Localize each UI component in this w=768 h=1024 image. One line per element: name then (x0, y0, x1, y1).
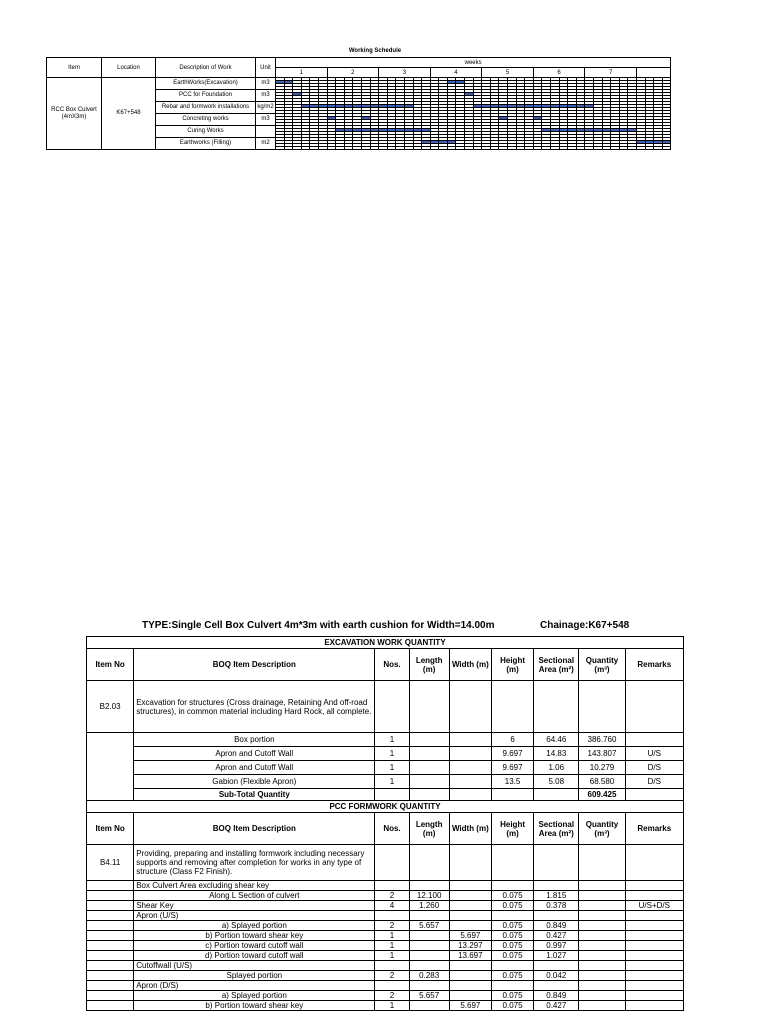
formwork-item-description: Providing, preparing and installing formwork including necessary supports and removing after completion for works in any type of structure (Class F2 Finish). (134, 845, 375, 881)
remarks-cell: D/S (625, 761, 683, 775)
width-cell (449, 747, 491, 761)
task-description: Curing Works (156, 126, 256, 138)
column-header: Sectional Area (m²) (534, 813, 579, 845)
height-cell (491, 911, 533, 921)
height-cell: 0.075 (491, 921, 533, 931)
schedule-cell (276, 147, 285, 150)
chainage-label: Chainage:K67+548 (540, 620, 630, 631)
item-no-spacer (87, 971, 134, 981)
schedule-cell (370, 147, 379, 150)
schedule-cell (284, 147, 293, 150)
schedule-cell (611, 147, 620, 150)
area-cell: 0.427 (534, 931, 579, 941)
header-description: Description of Work (156, 58, 256, 78)
nos-cell: 1 (375, 775, 409, 789)
task-unit: m2 (256, 138, 276, 150)
length-cell (409, 881, 449, 891)
schedule-cell (344, 147, 353, 150)
row-description: Box portion (134, 733, 375, 747)
height-cell: 6 (491, 733, 533, 747)
task-description: Rebar and formwork installations (156, 102, 256, 114)
column-header: Remarks (625, 649, 683, 681)
schedule-cell (293, 147, 302, 150)
width-cell: 13.297 (449, 941, 491, 951)
schedule-cell (430, 147, 439, 150)
quantity-cell (579, 931, 625, 941)
schedule-cell (482, 147, 491, 150)
schedule-cell (533, 147, 542, 150)
task-description: Concreting works (156, 114, 256, 126)
item-no-spacer (87, 961, 134, 971)
nos-cell: 2 (375, 891, 409, 901)
schedule-cell (585, 147, 594, 150)
nos-cell (375, 881, 409, 891)
height-cell: 0.075 (491, 931, 533, 941)
nos-cell: 2 (375, 991, 409, 1001)
height-cell (491, 961, 533, 971)
week-number: 6 (533, 68, 585, 78)
width-cell (449, 761, 491, 775)
length-cell (409, 961, 449, 971)
quantity-cell (579, 901, 625, 911)
remarks-cell (625, 911, 683, 921)
item-cell: RCC Box Culvert (4mX3m) (47, 78, 102, 150)
area-cell (534, 881, 579, 891)
schedule-cell (628, 147, 637, 150)
remarks-cell (625, 881, 683, 891)
row-description: Gabion (Flexible Apron) (134, 775, 375, 789)
row-description: Box Culvert Area excluding shear key (134, 881, 375, 891)
area-cell (534, 981, 579, 991)
width-cell (449, 775, 491, 789)
row-description: b) Portion toward shear key (134, 1001, 375, 1011)
row-description: b) Portion toward shear key (134, 931, 375, 941)
empty-cell (625, 845, 683, 881)
schedule-cell (396, 147, 405, 150)
length-cell (409, 941, 449, 951)
remarks-cell (625, 961, 683, 971)
remarks-cell: D/S (625, 775, 683, 789)
subtotal-value: 609.425 (579, 789, 625, 801)
row-description: Apron and Cutoff Wall (134, 761, 375, 775)
height-cell: 0.075 (491, 991, 533, 1001)
week-number: 1 (276, 68, 328, 78)
task-description: EarthWorks(Excavation) (156, 78, 256, 90)
row-description: Apron (D/S) (134, 981, 375, 991)
culvert-type-title: TYPE:Single Cell Box Culvert 4m*3m with earth cushion for Width=14.00m (142, 620, 495, 631)
remarks-cell: U/S+D/S (625, 901, 683, 911)
quantity-cell (579, 981, 625, 991)
empty-cell (409, 789, 449, 801)
empty-cell (491, 681, 533, 733)
nos-cell: 1 (375, 1001, 409, 1011)
length-cell: 12.100 (409, 891, 449, 901)
schedule-cell (301, 147, 310, 150)
length-cell (409, 1001, 449, 1011)
row-description: Shear Key (134, 901, 375, 911)
width-cell (449, 881, 491, 891)
schedule-cell (327, 147, 336, 150)
remarks-cell (625, 981, 683, 991)
schedule-cell (499, 147, 508, 150)
quantity-cell (579, 921, 625, 931)
quantity-cell (579, 951, 625, 961)
column-header: Quantity (m³) (579, 813, 625, 845)
empty-cell (409, 681, 449, 733)
area-cell: 14.83 (534, 747, 579, 761)
quantity-cell (579, 971, 625, 981)
schedule-cell (576, 147, 585, 150)
height-cell: 0.075 (491, 941, 533, 951)
area-cell (534, 961, 579, 971)
empty-cell (534, 845, 579, 881)
empty-cell (625, 789, 683, 801)
schedule-cell (508, 147, 517, 150)
nos-cell: 1 (375, 747, 409, 761)
empty-cell (491, 845, 533, 881)
nos-cell: 1 (375, 733, 409, 747)
remarks-cell (625, 951, 683, 961)
item-no-spacer (87, 991, 134, 1001)
remarks-cell (625, 1001, 683, 1011)
excavation-item-description: Excavation for structures (Cross drainage, Retaining And off-road structures), in common material including Hard Rock, all complete. (134, 681, 375, 733)
width-cell: 13.697 (449, 951, 491, 961)
task-unit: m3 (256, 78, 276, 90)
nos-cell: 1 (375, 761, 409, 775)
nos-cell (375, 961, 409, 971)
schedule-cell (310, 147, 319, 150)
remarks-cell (625, 941, 683, 951)
length-cell (409, 733, 449, 747)
location-cell: K67+548 (102, 78, 156, 150)
width-cell (449, 961, 491, 971)
width-cell (449, 901, 491, 911)
column-header: Nos. (375, 649, 409, 681)
item-no-spacer (87, 733, 134, 801)
width-cell (449, 733, 491, 747)
item-no-spacer (87, 941, 134, 951)
area-cell: 0.997 (534, 941, 579, 951)
schedule-cell (413, 147, 422, 150)
row-description: Along L Section of culvert (134, 891, 375, 901)
week-number: 5 (482, 68, 534, 78)
nos-cell: 1 (375, 951, 409, 961)
nos-cell: 1 (375, 941, 409, 951)
empty-cell (534, 789, 579, 801)
remarks-cell (625, 891, 683, 901)
row-description: a) Splayed portion (134, 921, 375, 931)
empty-cell (491, 789, 533, 801)
length-cell (409, 761, 449, 775)
column-header: BOQ Item Description (134, 813, 375, 845)
empty-cell (534, 681, 579, 733)
quantity-cell (579, 891, 625, 901)
quantity-cell: 386.760 (579, 733, 625, 747)
task-unit (256, 126, 276, 138)
column-header: Quantity (m³) (579, 649, 625, 681)
schedule-cell (379, 147, 388, 150)
task-unit: m3 (256, 114, 276, 126)
remarks-cell (625, 733, 683, 747)
width-cell: 5.697 (449, 931, 491, 941)
length-cell (409, 911, 449, 921)
length-cell: 0.283 (409, 971, 449, 981)
column-header: Item No (87, 649, 134, 681)
area-cell: 0.849 (534, 991, 579, 1001)
height-cell: 0.075 (491, 891, 533, 901)
item-no-spacer (87, 921, 134, 931)
schedule-cell (490, 147, 499, 150)
column-header: Height (m) (491, 813, 533, 845)
excavation-item-no: B2.03 (87, 681, 134, 733)
area-cell: 64.46 (534, 733, 579, 747)
schedule-cell (404, 147, 413, 150)
schedule-cell (387, 147, 396, 150)
quantity-cell (579, 961, 625, 971)
schedule-cell (525, 147, 534, 150)
subtotal-label: Sub-Total Quantity (134, 789, 375, 801)
week-number-extra (636, 68, 670, 78)
item-no-spacer (87, 911, 134, 921)
area-cell: 5.08 (534, 775, 579, 789)
item-no-spacer (87, 881, 134, 891)
column-header: Length (m) (409, 649, 449, 681)
width-cell (449, 891, 491, 901)
area-cell: 0.042 (534, 971, 579, 981)
nos-cell: 4 (375, 901, 409, 911)
schedule-cell (473, 147, 482, 150)
item-no-spacer (87, 951, 134, 961)
area-cell: 1.027 (534, 951, 579, 961)
area-cell: 1.815 (534, 891, 579, 901)
area-cell (534, 911, 579, 921)
empty-cell (579, 681, 625, 733)
schedule-cell (353, 147, 362, 150)
schedule-cell (559, 147, 568, 150)
schedule-cell (439, 147, 448, 150)
row-description: Splayed portion (134, 971, 375, 981)
height-cell: 0.075 (491, 1001, 533, 1011)
task-description: Earthworks (Filling) (156, 138, 256, 150)
length-cell (409, 775, 449, 789)
quantity-cell (579, 911, 625, 921)
header-weeks: weeks (276, 58, 671, 68)
width-cell: 5.697 (449, 1001, 491, 1011)
height-cell: 0.075 (491, 901, 533, 911)
schedule-cell (636, 147, 645, 150)
column-header: Width (m) (449, 649, 491, 681)
schedule-cell (456, 147, 465, 150)
empty-cell (625, 681, 683, 733)
column-header: Height (m) (491, 649, 533, 681)
schedule-cell (593, 147, 602, 150)
schedule-cell (516, 147, 525, 150)
quantity-table (86, 636, 684, 1011)
height-cell: 9.697 (491, 761, 533, 775)
width-cell (449, 971, 491, 981)
remarks-cell (625, 991, 683, 1001)
column-header: Nos. (375, 813, 409, 845)
empty-cell (375, 681, 409, 733)
row-description: Apron (U/S) (134, 911, 375, 921)
column-header: Remarks (625, 813, 683, 845)
remarks-cell (625, 931, 683, 941)
nos-cell: 1 (375, 931, 409, 941)
header-location: Location (102, 58, 156, 78)
empty-cell (449, 681, 491, 733)
task-unit: kg/m2 (256, 102, 276, 114)
item-no-spacer (87, 891, 134, 901)
formwork-section-title: PCC FORMWORK QUANTITY (87, 801, 684, 813)
width-cell (449, 991, 491, 1001)
empty-cell (449, 789, 491, 801)
header-item: Item (47, 58, 102, 78)
area-cell: 1.06 (534, 761, 579, 775)
schedule-cell (619, 147, 628, 150)
excavation-section-title: EXCAVATION WORK QUANTITY (87, 637, 684, 649)
height-cell: 0.075 (491, 951, 533, 961)
length-cell: 5.657 (409, 991, 449, 1001)
item-no-spacer (87, 1001, 134, 1011)
schedule-cell (551, 147, 560, 150)
schedule-cell (654, 147, 663, 150)
formwork-item-no: B4.11 (87, 845, 134, 881)
height-cell: 0.075 (491, 971, 533, 981)
width-cell (449, 911, 491, 921)
schedule-cell (602, 147, 611, 150)
working-schedule-table (46, 57, 671, 150)
column-header: Length (m) (409, 813, 449, 845)
height-cell: 9.697 (491, 747, 533, 761)
nos-cell: 2 (375, 921, 409, 931)
quantity-cell (579, 991, 625, 1001)
width-cell (449, 921, 491, 931)
task-description: PCC for Foundation (156, 90, 256, 102)
length-cell: 1.260 (409, 901, 449, 911)
quantity-cell: 10.279 (579, 761, 625, 775)
quantity-cell (579, 881, 625, 891)
item-no-spacer (87, 931, 134, 941)
schedule-cell (465, 147, 474, 150)
length-cell (409, 931, 449, 941)
week-number: 4 (430, 68, 482, 78)
item-no-spacer (87, 901, 134, 911)
schedule-cell (361, 147, 370, 150)
header-unit: Unit (256, 58, 276, 78)
quantity-cell (579, 1001, 625, 1011)
nos-cell: 2 (375, 971, 409, 981)
row-description: a) Splayed portion (134, 991, 375, 1001)
empty-cell (375, 789, 409, 801)
schedule-cell (662, 147, 671, 150)
column-header: Width (m) (449, 813, 491, 845)
width-cell (449, 981, 491, 991)
nos-cell (375, 911, 409, 921)
remarks-cell: U/S (625, 747, 683, 761)
schedule-cell (447, 147, 456, 150)
column-header: BOQ Item Description (134, 649, 375, 681)
length-cell (409, 951, 449, 961)
schedule-cell (318, 147, 327, 150)
week-number: 7 (585, 68, 637, 78)
row-description: c) Portion toward cutoff wall (134, 941, 375, 951)
empty-cell (579, 845, 625, 881)
schedule-cell (542, 147, 551, 150)
schedule-cell (568, 147, 577, 150)
area-cell: 0.427 (534, 1001, 579, 1011)
quantity-cell (579, 941, 625, 951)
height-cell (491, 881, 533, 891)
height-cell: 13.5 (491, 775, 533, 789)
length-cell: 5.657 (409, 921, 449, 931)
row-description: Cutoffwall (U/S) (134, 961, 375, 971)
schedule-cell (336, 147, 345, 150)
nos-cell (375, 981, 409, 991)
length-cell (409, 747, 449, 761)
area-cell: 0.378 (534, 901, 579, 911)
area-cell: 0.849 (534, 921, 579, 931)
schedule-cell (645, 147, 654, 150)
empty-cell (375, 845, 409, 881)
empty-cell (409, 845, 449, 881)
row-description: d) Portion toward cutoff wall (134, 951, 375, 961)
schedule-title: Working Schedule (348, 48, 402, 54)
column-header: Sectional Area (m²) (534, 649, 579, 681)
quantity-cell: 143.807 (579, 747, 625, 761)
column-header: Item No (87, 813, 134, 845)
week-number: 2 (327, 68, 379, 78)
remarks-cell (625, 921, 683, 931)
empty-cell (449, 845, 491, 881)
quantity-cell: 68.580 (579, 775, 625, 789)
row-description: Apron and Cutoff Wall (134, 747, 375, 761)
height-cell (491, 981, 533, 991)
item-no-spacer (87, 981, 134, 991)
task-unit: m3 (256, 90, 276, 102)
schedule-cell (422, 147, 431, 150)
length-cell (409, 981, 449, 991)
remarks-cell (625, 971, 683, 981)
week-number: 3 (379, 68, 431, 78)
